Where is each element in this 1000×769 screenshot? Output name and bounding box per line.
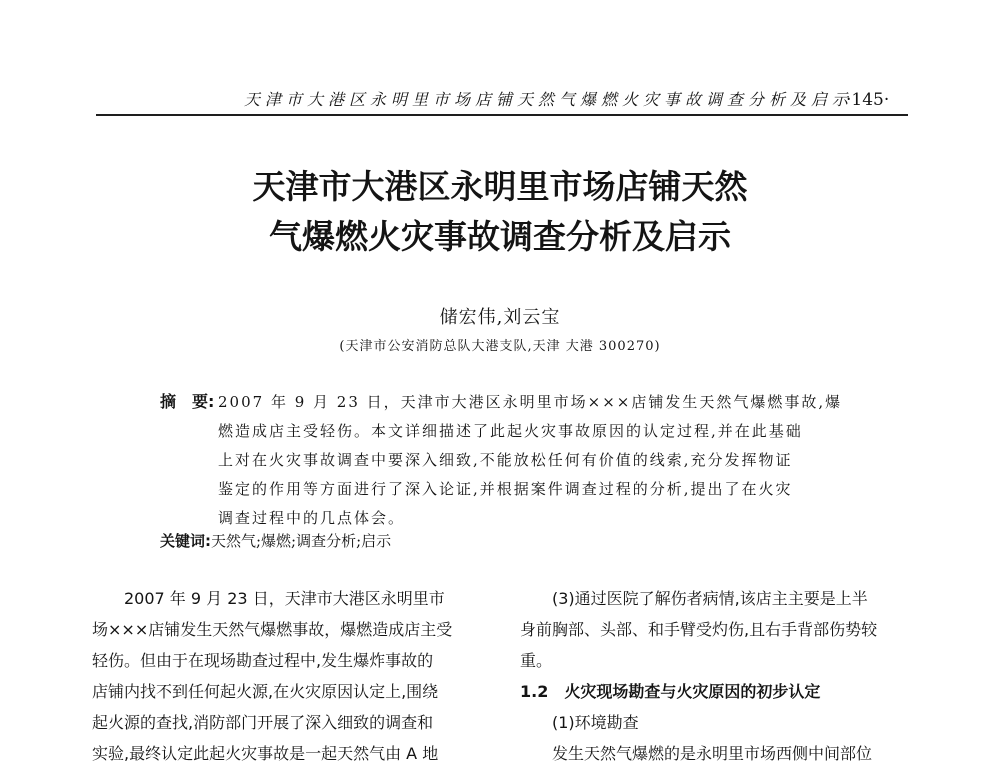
abstract-line: 调查过程中的几点体会。 <box>218 509 406 527</box>
body-right-column <box>520 583 920 769</box>
body-line: 2007 年 9 月 23 日，天津市大港区永明里市 <box>92 589 445 608</box>
abstract-text <box>218 388 842 533</box>
header-rule <box>96 114 908 116</box>
page-number: ·145· <box>846 90 890 110</box>
paper-title <box>0 162 1000 262</box>
abstract-label: 摘 要: <box>160 392 215 411</box>
body-line: 店铺内找不到任何起火源,在火灾原因认定上,围绕 <box>92 682 439 701</box>
authors: 储宏伟,刘云宝 <box>439 307 561 328</box>
body-left-column <box>92 583 492 769</box>
body-line: 场×××店铺发生天然气爆燃事故，爆燃造成店主受 <box>92 620 453 639</box>
body-line: (3)通过医院了解伤者病情,该店主主要是上半 <box>520 589 868 608</box>
affiliation: (天津市公安消防总队大港支队,天津 大港 300270) <box>339 339 661 354</box>
body-line: 起火源的查找,消防部门开展了深入细致的调查和 <box>92 713 434 732</box>
abstract-line: 上对在火灾事故调查中要深入细致,不能放松任何有价值的线索,充分发挥物证 <box>218 451 793 469</box>
title-line-1: 天津市大港区永明里市场店铺天然 <box>252 167 748 206</box>
title-line-2: 气爆燃火灾事故调查分析及启示 <box>269 217 731 256</box>
body-line: 发生天然气爆燃的是永明里市场西侧中间部位 <box>520 744 873 763</box>
body-line: 轻伤。但由于在现场勘查过程中,发生爆炸事故的 <box>92 651 434 670</box>
body-line: (1)环境勘查 <box>520 713 639 732</box>
running-header <box>0 0 1000 120</box>
keywords-label: 关键词: <box>160 532 211 550</box>
section-heading: 1.2 火灾现场勘查与火灾原因的初步认定 <box>520 682 821 701</box>
keywords-text: 天然气;爆燃;调查分析;启示 <box>211 532 392 550</box>
abstract-line: 燃造成店主受轻伤。本文详细描述了此起火灾事故原因的认定过程,并在此基础 <box>218 422 803 440</box>
body-line: 实验,最终认定此起火灾事故是一起天然气由 A 地 <box>92 744 439 763</box>
body-line: 身前胸部、头部、和手臂受灼伤,且右手背部伤势较 <box>520 620 878 639</box>
abstract-line: 2007 年 9 月 23 日，天津市大港区永明里市场×××店铺发生天然气爆燃事故,爆 <box>218 393 843 411</box>
body-line: 重。 <box>520 651 553 670</box>
keywords <box>160 530 391 551</box>
abstract-line: 鉴定的作用等方面进行了深入论证,并根据案件调查过程的分析,提出了在火灾 <box>218 480 793 498</box>
running-title: 天津市大港区永明里市场店铺天然气爆燃火灾事故调查分析及启示 <box>244 90 854 109</box>
